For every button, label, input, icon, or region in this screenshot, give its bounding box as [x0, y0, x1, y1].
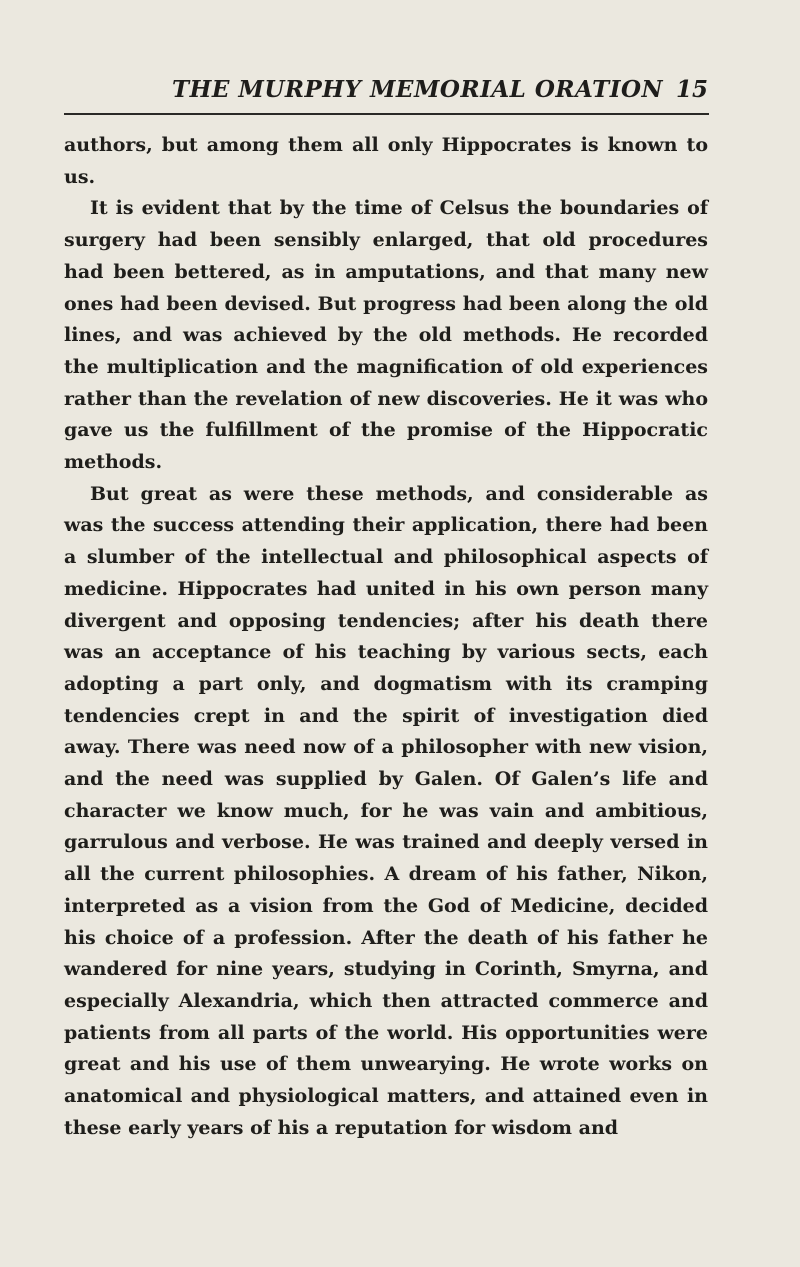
page-number: 15 — [675, 76, 708, 103]
paragraph-galen: But great as were these methods, and considerable as was the success attending their application, there had been a slumber of the intellectual and philosophical aspects of medicine. Hippocrates had united in his own person many divergent and opposing tendencies; after his death there was an acceptance of his teaching by various sects, each adopting a part only, and dogmatism with its cramping tendencies crept in and the spirit of investigation died away. There was need now of a philosopher with new vision, and the need was supplied by Galen. Of Galen’s life and character we know much, for he was vain and ambitious, garrulous and verbose. He was trained and deeply versed in all the current philosophies. A dream of his father, Nikon, interpreted as a vision from the God of Medicine, decided his choice of a profession. After the death of his father he wandered for nine years, studying in Corinth, Smyrna, and especially Alexandria, which then attracted commerce and patients from all parts of the world. His opportunities were great and his use of them unwearying. He wrote works on anatomical and physiological matters, and attained even in these early years of his a reputation for wisdom and — [64, 482, 708, 1139]
page-header — [64, 72, 708, 108]
paragraph-celsus: It is evident that by the time of Celsus the boundaries of surgery had been sensibly enlarged, that old procedures had been bettered, as in amputations, and that many new ones had been devised. But progress had been along the old lines, and was achieved by the old methods. He recorded the multiplication and the magnification of old experiences rather than the revelation of new discoveries. He it was who gave us the fulfillment of the promise of the Hippocratic methods. — [64, 197, 708, 474]
body-text — [64, 130, 708, 1145]
header-rule — [64, 113, 709, 115]
paragraph-continued: authors, but among them all only Hippocrates is known to us. — [64, 134, 708, 188]
running-title: THE MURPHY MEMORIAL ORATION — [172, 76, 664, 103]
